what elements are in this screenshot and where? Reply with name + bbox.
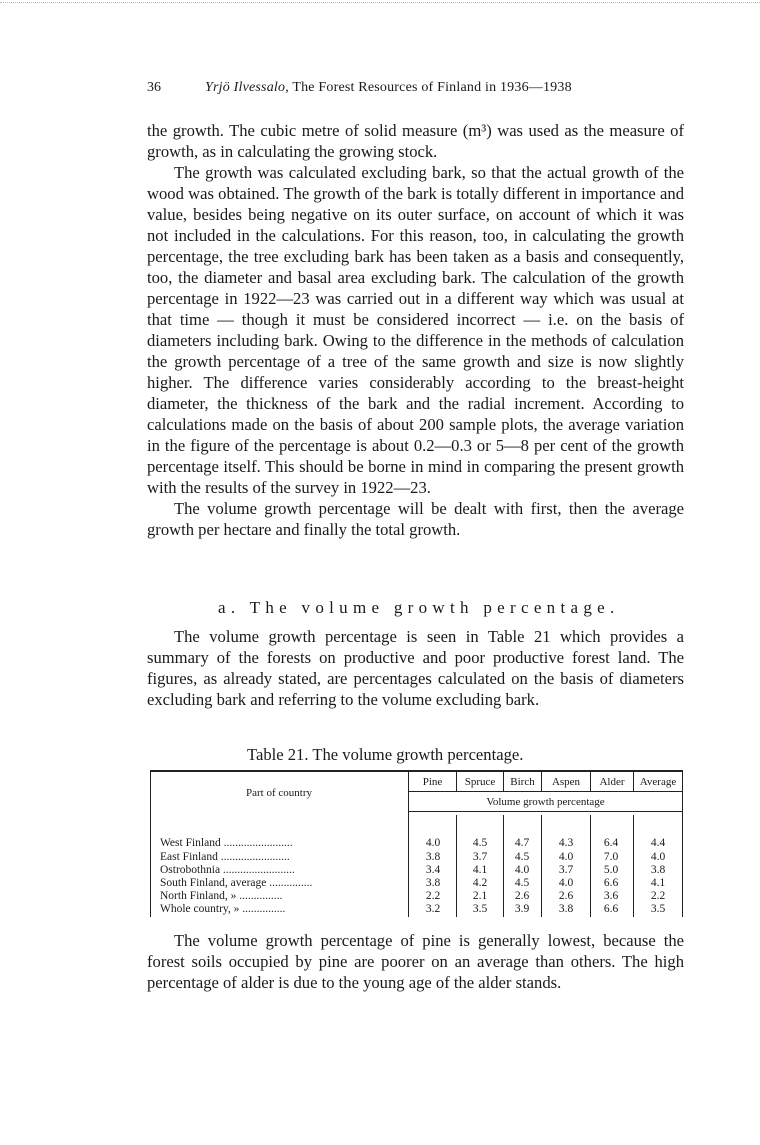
cell: 4.0 — [650, 851, 666, 863]
cell: 4.0 — [514, 864, 530, 876]
cell: 7.0 — [603, 851, 619, 863]
cell: 3.8 — [558, 903, 574, 915]
cell: 3.4 — [425, 864, 441, 876]
paragraph-3: The volume growth percentage will be dealt with first, then the average growth per hectare and finally the total growth. — [147, 499, 684, 539]
table-header-mid-rule — [408, 791, 683, 792]
col-header-aspen: Aspen — [551, 776, 581, 788]
col-header-birch: Birch — [510, 776, 535, 788]
cell: 4.1 — [650, 877, 666, 889]
cell: 4.3 — [558, 837, 574, 849]
cell: 6.6 — [603, 903, 619, 915]
cell: 3.6 — [603, 890, 619, 902]
cell: 3.2 — [425, 903, 441, 915]
cell: 3.8 — [425, 851, 441, 863]
unit-label: Volume growth percentage — [486, 796, 605, 808]
cell: 5.0 — [603, 864, 619, 876]
cell: 4.7 — [514, 837, 530, 849]
cell: 4.5 — [514, 877, 530, 889]
cell: 4.4 — [650, 837, 666, 849]
cell: 3.8 — [650, 864, 666, 876]
paragraph-2: The growth was calculated excluding bark, so that the actual growth of the wood was obtained. The growth of the bark is totally different in importance and value, besides being negative on its outer surface, on account of which it was not included in the calculations. For this reason, too, in calculating the growth percentage, the tree excluding bark has been taken as a basis and consequently, too, the diameter and basal area excluding bark. The calculation of the growth percentage in 1922—23 was carried out in a different way which was usual at that time — though it must be considered incorrect — i.e. on the basis of diameters including bark. Owing to the difference in the methods of calculation the growth percentage of a tree of the same growth and size is now slightly higher. The difference varies considerably according to the breast-height diameter, the thickness of the bark and the radial increment. According to calculations made on the basis of about 200 sample plots, the average variation in the figure of the percentage is about 0.2—0.3 or 5—8 per cent of the growth percentage itself. This should be borne in mind in comparing the present growth with the results of the survey in 1922—23. — [147, 163, 684, 497]
cell: 4.0 — [558, 851, 574, 863]
section-text — [147, 626, 684, 710]
table-right-rule — [682, 770, 683, 917]
paragraph-1: the growth. The cubic metre of solid measure (m³) was used as the measure of growth, as in calculating the growing stock. — [147, 121, 684, 161]
table-header-bottom-rule — [408, 811, 683, 812]
cell: 4.2 — [472, 877, 488, 889]
cell: 4.1 — [472, 864, 488, 876]
row-label: East Finland ........................ — [160, 851, 290, 863]
cell: 4.5 — [514, 851, 530, 863]
row-header: Part of country — [246, 787, 312, 799]
section-paragraph: The volume growth percentage is seen in Table 21 which provides a summary of the forests on productive and poor productive forest land. The figures, as already stated, are percentages calculated on the basis of diameters excluding bark and referring to the volume excluding bark. — [147, 627, 684, 709]
header-author: Yrjö Ilvessalo, — [205, 80, 289, 95]
body-text — [147, 120, 684, 540]
col-header-average: Average — [639, 776, 677, 788]
cell: 2.2 — [650, 890, 666, 902]
cell: 3.8 — [425, 877, 441, 889]
col-header-pine: Pine — [422, 776, 443, 788]
cell: 2.1 — [472, 890, 488, 902]
cell: 4.5 — [472, 837, 488, 849]
cell: 6.6 — [603, 877, 619, 889]
cell: 4.0 — [558, 877, 574, 889]
body-divider-5 — [633, 815, 634, 917]
table-stub-rule — [408, 770, 409, 917]
closing-paragraph: The volume growth percentage of pine is generally lowest, because the forest soils occupied by pine are poorer on an average than others. The high percentage of alder is due to the young age of the alder stands. — [147, 931, 684, 992]
cell: 3.7 — [558, 864, 574, 876]
cell: 3.5 — [650, 903, 666, 915]
growth-table — [150, 767, 683, 917]
cell: 2.6 — [558, 890, 574, 902]
body-divider-1 — [456, 815, 457, 917]
page-top-edge — [0, 2, 760, 3]
row-label: Whole country, » ............... — [160, 903, 286, 915]
row-label: South Finland, average ............... — [160, 877, 313, 889]
page-number: 36 — [147, 80, 161, 95]
header-book-title: The Forest Resources of Finland in 1936—1938 — [292, 80, 572, 95]
table-caption: Table 21. The volume growth percentage. — [247, 745, 524, 764]
cell: 3.9 — [514, 903, 530, 915]
cell: 2.2 — [425, 890, 441, 902]
section-heading: a. The volume growth percentage. — [218, 598, 620, 617]
col-header-alder: Alder — [599, 776, 625, 788]
header-title — [205, 80, 572, 96]
cell: 2.6 — [514, 890, 530, 902]
closing-text — [147, 930, 684, 993]
cell: 3.5 — [472, 903, 488, 915]
row-label: North Finland, » ............... — [160, 890, 283, 902]
cell: 4.0 — [425, 837, 441, 849]
row-label: West Finland ........................ — [160, 837, 293, 849]
cell: 6.4 — [603, 837, 619, 849]
cell: 3.7 — [472, 851, 488, 863]
table-top-rule — [150, 770, 683, 772]
col-header-spruce: Spruce — [464, 776, 496, 788]
row-label: Ostrobothnia ......................... — [160, 864, 295, 876]
